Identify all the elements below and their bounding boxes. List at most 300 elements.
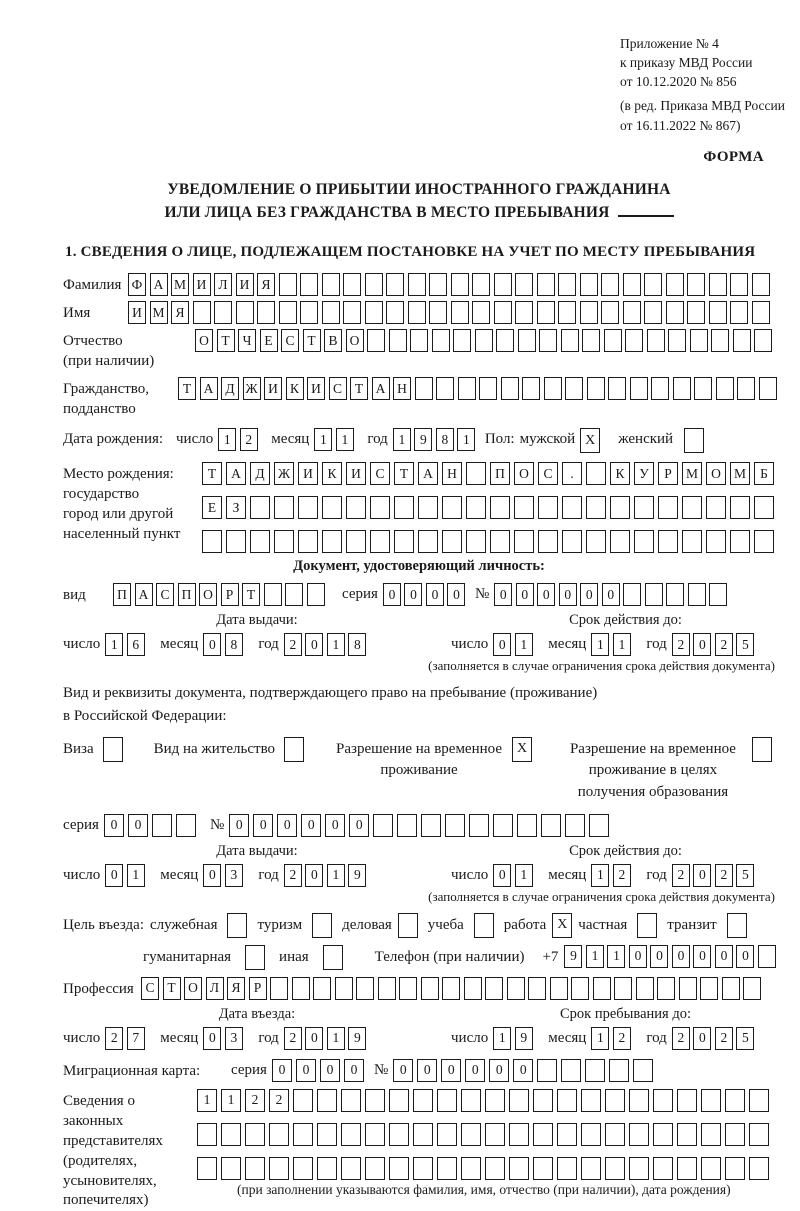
char-cell[interactable] (679, 977, 697, 1000)
char-cell[interactable] (279, 273, 297, 296)
char-cell[interactable]: Е (202, 496, 222, 519)
char-cell[interactable] (264, 583, 282, 606)
char-cell[interactable] (658, 530, 678, 553)
char-cell[interactable] (202, 530, 222, 553)
char-cell[interactable] (346, 530, 366, 553)
char-cell[interactable]: 2 (240, 428, 258, 451)
char-cell[interactable]: 5 (736, 633, 754, 656)
char-cell[interactable]: О (706, 462, 726, 485)
char-cell[interactable] (604, 329, 622, 352)
char-cell[interactable]: Н (442, 462, 462, 485)
char-cell[interactable]: Я (171, 301, 189, 324)
char-cell[interactable] (490, 530, 510, 553)
sex-male-checkbox[interactable]: X (580, 428, 600, 453)
char-cell[interactable]: 0 (736, 945, 754, 968)
char-cell[interactable]: 1 (221, 1089, 241, 1112)
char-cell[interactable] (466, 530, 486, 553)
char-cell[interactable]: Ж (274, 462, 294, 485)
char-cell[interactable] (367, 329, 385, 352)
char-cell[interactable] (634, 496, 654, 519)
char-cell[interactable] (257, 301, 275, 324)
char-cell[interactable] (408, 301, 426, 324)
char-cell[interactable] (317, 1089, 337, 1112)
char-cell[interactable] (485, 1089, 505, 1112)
char-cell[interactable]: 0 (559, 583, 577, 606)
char-cell[interactable]: Р (221, 583, 239, 606)
char-cell[interactable] (749, 1157, 769, 1180)
char-cell[interactable]: 0 (393, 1059, 413, 1082)
char-cell[interactable] (690, 329, 708, 352)
char-cell[interactable]: 2 (245, 1089, 265, 1112)
char-cell[interactable]: Д (250, 462, 270, 485)
char-cell[interactable] (394, 530, 414, 553)
char-cell[interactable]: 1 (327, 633, 345, 656)
char-cell[interactable]: 0 (489, 1059, 509, 1082)
char-cell[interactable]: 8 (348, 633, 366, 656)
char-cell[interactable]: 0 (465, 1059, 485, 1082)
char-cell[interactable]: 1 (586, 945, 604, 968)
char-cell[interactable]: М (730, 462, 750, 485)
char-cell[interactable]: Р (658, 462, 678, 485)
char-cell[interactable] (562, 530, 582, 553)
char-cell[interactable] (633, 1059, 653, 1082)
char-cell[interactable] (605, 1157, 625, 1180)
char-cell[interactable]: 0 (537, 583, 555, 606)
char-cell[interactable] (644, 301, 662, 324)
char-cell[interactable]: 0 (272, 1059, 292, 1082)
char-cell[interactable]: 9 (414, 428, 432, 451)
char-cell[interactable]: 0 (305, 1027, 323, 1050)
char-cell[interactable] (518, 329, 536, 352)
char-cell[interactable] (725, 1123, 745, 1146)
char-cell[interactable] (397, 814, 417, 837)
char-cell[interactable] (629, 1089, 649, 1112)
char-cell[interactable] (587, 377, 605, 400)
char-cell[interactable] (317, 1157, 337, 1180)
char-cell[interactable] (608, 377, 626, 400)
char-cell[interactable] (507, 977, 525, 1000)
char-cell[interactable]: 0 (580, 583, 598, 606)
char-cell[interactable]: 1 (493, 1027, 511, 1050)
char-cell[interactable] (682, 496, 702, 519)
char-cell[interactable] (657, 977, 675, 1000)
char-cell[interactable]: С (538, 462, 558, 485)
char-cell[interactable] (586, 462, 606, 485)
char-cell[interactable] (461, 1157, 481, 1180)
char-cell[interactable] (472, 301, 490, 324)
char-cell[interactable]: К (322, 462, 342, 485)
char-cell[interactable] (752, 273, 770, 296)
char-cell[interactable]: 0 (277, 814, 297, 837)
char-cell[interactable] (623, 583, 641, 606)
char-cell[interactable]: 1 (327, 864, 345, 887)
char-cell[interactable]: Т (394, 462, 414, 485)
char-cell[interactable]: 1 (393, 428, 411, 451)
char-cell[interactable]: 0 (305, 633, 323, 656)
char-cell[interactable]: 0 (417, 1059, 437, 1082)
char-cell[interactable] (270, 977, 288, 1000)
char-cell[interactable] (701, 1089, 721, 1112)
char-cell[interactable] (335, 977, 353, 1000)
char-cell[interactable] (700, 977, 718, 1000)
char-cell[interactable]: И (264, 377, 282, 400)
char-cell[interactable] (754, 530, 774, 553)
char-cell[interactable]: И (307, 377, 325, 400)
char-cell[interactable] (300, 273, 318, 296)
char-cell[interactable]: А (226, 462, 246, 485)
char-cell[interactable] (193, 301, 211, 324)
char-cell[interactable] (749, 1089, 769, 1112)
char-cell[interactable]: 0 (494, 583, 512, 606)
char-cell[interactable] (586, 496, 606, 519)
char-cell[interactable]: Т (163, 977, 181, 1000)
char-cell[interactable]: 0 (320, 1059, 340, 1082)
char-cell[interactable] (694, 377, 712, 400)
char-cell[interactable] (688, 583, 706, 606)
char-cell[interactable] (356, 977, 374, 1000)
char-cell[interactable]: 2 (284, 864, 302, 887)
char-cell[interactable] (370, 496, 390, 519)
char-cell[interactable] (292, 977, 310, 1000)
char-cell[interactable] (429, 301, 447, 324)
char-cell[interactable] (709, 301, 727, 324)
char-cell[interactable] (221, 1123, 241, 1146)
char-cell[interactable] (730, 496, 750, 519)
char-cell[interactable]: О (184, 977, 202, 1000)
char-cell[interactable] (586, 530, 606, 553)
char-cell[interactable]: . (562, 462, 582, 485)
char-cell[interactable]: 0 (672, 945, 690, 968)
char-cell[interactable] (538, 530, 558, 553)
char-cell[interactable] (658, 496, 678, 519)
char-cell[interactable] (408, 273, 426, 296)
char-cell[interactable]: 9 (348, 864, 366, 887)
char-cell[interactable] (509, 1089, 529, 1112)
char-cell[interactable] (752, 301, 770, 324)
char-cell[interactable] (453, 329, 471, 352)
purpose-humanitarian-checkbox[interactable] (245, 945, 265, 970)
char-cell[interactable] (580, 301, 598, 324)
char-cell[interactable] (605, 1123, 625, 1146)
char-cell[interactable] (565, 814, 585, 837)
char-cell[interactable]: 8 (436, 428, 454, 451)
char-cell[interactable]: 5 (736, 1027, 754, 1050)
char-cell[interactable] (706, 530, 726, 553)
char-cell[interactable]: К (286, 377, 304, 400)
char-cell[interactable] (472, 273, 490, 296)
char-cell[interactable]: 0 (344, 1059, 364, 1082)
char-cell[interactable] (581, 1089, 601, 1112)
char-cell[interactable]: А (135, 583, 153, 606)
char-cell[interactable] (479, 377, 497, 400)
char-cell[interactable]: С (370, 462, 390, 485)
char-cell[interactable] (322, 273, 340, 296)
char-cell[interactable] (647, 329, 665, 352)
char-cell[interactable] (461, 1089, 481, 1112)
char-cell[interactable] (514, 496, 534, 519)
char-cell[interactable] (341, 1157, 361, 1180)
char-cell[interactable] (733, 329, 751, 352)
char-cell[interactable] (245, 1157, 265, 1180)
char-cell[interactable] (558, 273, 576, 296)
char-cell[interactable] (533, 1123, 553, 1146)
char-cell[interactable] (725, 1089, 745, 1112)
char-cell[interactable] (445, 814, 465, 837)
char-cell[interactable]: М (171, 273, 189, 296)
char-cell[interactable]: 0 (447, 583, 465, 606)
char-cell[interactable] (561, 1059, 581, 1082)
char-cell[interactable] (413, 1157, 433, 1180)
char-cell[interactable] (389, 1157, 409, 1180)
char-cell[interactable]: О (346, 329, 364, 352)
char-cell[interactable] (666, 583, 684, 606)
char-cell[interactable] (754, 329, 772, 352)
char-cell[interactable] (514, 530, 534, 553)
char-cell[interactable] (538, 496, 558, 519)
char-cell[interactable] (466, 496, 486, 519)
char-cell[interactable]: 0 (203, 633, 221, 656)
char-cell[interactable] (461, 1123, 481, 1146)
char-cell[interactable]: 2 (672, 864, 690, 887)
option-visa-checkbox[interactable] (103, 737, 123, 762)
purpose-study-checkbox[interactable] (474, 913, 494, 938)
char-cell[interactable] (394, 496, 414, 519)
char-cell[interactable]: О (514, 462, 534, 485)
char-cell[interactable] (485, 1157, 505, 1180)
char-cell[interactable] (197, 1157, 217, 1180)
char-cell[interactable]: П (178, 583, 196, 606)
char-cell[interactable]: 2 (715, 1027, 733, 1050)
char-cell[interactable] (557, 1123, 577, 1146)
char-cell[interactable] (279, 301, 297, 324)
char-cell[interactable] (537, 273, 555, 296)
char-cell[interactable]: 0 (693, 633, 711, 656)
char-cell[interactable]: Я (257, 273, 275, 296)
char-cell[interactable]: И (236, 273, 254, 296)
char-cell[interactable]: 0 (305, 864, 323, 887)
char-cell[interactable] (469, 814, 489, 837)
char-cell[interactable] (730, 530, 750, 553)
char-cell[interactable]: 0 (426, 583, 444, 606)
char-cell[interactable] (274, 496, 294, 519)
char-cell[interactable]: 3 (225, 1027, 243, 1050)
char-cell[interactable] (269, 1157, 289, 1180)
char-cell[interactable] (501, 377, 519, 400)
char-cell[interactable]: Т (178, 377, 196, 400)
char-cell[interactable]: 0 (203, 864, 221, 887)
char-cell[interactable] (421, 814, 441, 837)
char-cell[interactable]: 1 (607, 945, 625, 968)
purpose-other-checkbox[interactable] (323, 945, 343, 970)
char-cell[interactable] (614, 977, 632, 1000)
char-cell[interactable] (630, 377, 648, 400)
char-cell[interactable]: 0 (693, 945, 711, 968)
char-cell[interactable]: Н (393, 377, 411, 400)
char-cell[interactable] (730, 273, 748, 296)
char-cell[interactable] (250, 530, 270, 553)
char-cell[interactable] (758, 945, 776, 968)
char-cell[interactable]: 8 (225, 633, 243, 656)
char-cell[interactable] (365, 1123, 385, 1146)
char-cell[interactable] (541, 814, 561, 837)
char-cell[interactable] (625, 329, 643, 352)
char-cell[interactable]: 2 (672, 633, 690, 656)
char-cell[interactable] (370, 530, 390, 553)
char-cell[interactable] (716, 377, 734, 400)
purpose-business-checkbox[interactable] (398, 913, 418, 938)
char-cell[interactable] (418, 496, 438, 519)
char-cell[interactable] (558, 301, 576, 324)
char-cell[interactable]: В (324, 329, 342, 352)
char-cell[interactable]: 1 (197, 1089, 217, 1112)
char-cell[interactable] (399, 977, 417, 1000)
char-cell[interactable]: 2 (284, 1027, 302, 1050)
char-cell[interactable] (537, 301, 555, 324)
char-cell[interactable] (389, 329, 407, 352)
char-cell[interactable] (557, 1157, 577, 1180)
char-cell[interactable] (494, 301, 512, 324)
char-cell[interactable] (561, 329, 579, 352)
char-cell[interactable] (485, 977, 503, 1000)
char-cell[interactable] (609, 1059, 629, 1082)
char-cell[interactable]: Б (754, 462, 774, 485)
char-cell[interactable]: 2 (613, 864, 631, 887)
char-cell[interactable] (322, 301, 340, 324)
char-cell[interactable] (651, 377, 669, 400)
char-cell[interactable]: 0 (513, 1059, 533, 1082)
char-cell[interactable] (496, 329, 514, 352)
char-cell[interactable] (313, 977, 331, 1000)
char-cell[interactable] (365, 301, 383, 324)
char-cell[interactable]: 9 (564, 945, 582, 968)
char-cell[interactable] (517, 814, 537, 837)
char-cell[interactable]: А (150, 273, 168, 296)
char-cell[interactable] (389, 1123, 409, 1146)
purpose-official-checkbox[interactable] (227, 913, 247, 938)
char-cell[interactable] (666, 273, 684, 296)
char-cell[interactable]: А (372, 377, 390, 400)
char-cell[interactable] (274, 530, 294, 553)
char-cell[interactable] (226, 530, 246, 553)
char-cell[interactable]: С (329, 377, 347, 400)
char-cell[interactable]: 2 (284, 633, 302, 656)
char-cell[interactable] (522, 377, 540, 400)
char-cell[interactable]: 0 (296, 1059, 316, 1082)
char-cell[interactable] (293, 1089, 313, 1112)
char-cell[interactable]: О (199, 583, 217, 606)
char-cell[interactable] (533, 1089, 553, 1112)
char-cell[interactable] (197, 1123, 217, 1146)
char-cell[interactable]: 1 (591, 1027, 609, 1050)
char-cell[interactable]: 0 (349, 814, 369, 837)
char-cell[interactable]: О (195, 329, 213, 352)
char-cell[interactable]: 1 (327, 1027, 345, 1050)
char-cell[interactable] (298, 530, 318, 553)
char-cell[interactable] (722, 977, 740, 1000)
char-cell[interactable] (437, 1089, 457, 1112)
char-cell[interactable] (515, 301, 533, 324)
char-cell[interactable] (386, 301, 404, 324)
char-cell[interactable] (346, 496, 366, 519)
char-cell[interactable]: 3 (225, 864, 243, 887)
char-cell[interactable]: 6 (127, 633, 145, 656)
option-residence-permit-checkbox[interactable] (284, 737, 304, 762)
char-cell[interactable]: 1 (127, 864, 145, 887)
char-cell[interactable] (221, 1157, 241, 1180)
char-cell[interactable] (701, 1157, 721, 1180)
char-cell[interactable] (293, 1123, 313, 1146)
char-cell[interactable] (475, 329, 493, 352)
char-cell[interactable] (298, 496, 318, 519)
sex-female-checkbox[interactable] (684, 428, 704, 453)
char-cell[interactable]: И (128, 301, 146, 324)
char-cell[interactable] (737, 377, 755, 400)
char-cell[interactable] (593, 977, 611, 1000)
char-cell[interactable] (687, 301, 705, 324)
char-cell[interactable] (557, 1089, 577, 1112)
char-cell[interactable] (389, 1089, 409, 1112)
char-cell[interactable]: 2 (105, 1027, 123, 1050)
char-cell[interactable] (711, 329, 729, 352)
char-cell[interactable] (589, 814, 609, 837)
char-cell[interactable] (378, 977, 396, 1000)
char-cell[interactable]: П (490, 462, 510, 485)
char-cell[interactable] (653, 1123, 673, 1146)
char-cell[interactable] (509, 1157, 529, 1180)
char-cell[interactable] (490, 496, 510, 519)
char-cell[interactable]: И (346, 462, 366, 485)
char-cell[interactable]: 0 (693, 864, 711, 887)
char-cell[interactable] (515, 273, 533, 296)
char-cell[interactable] (754, 496, 774, 519)
char-cell[interactable] (677, 1089, 697, 1112)
char-cell[interactable] (413, 1123, 433, 1146)
char-cell[interactable] (673, 377, 691, 400)
char-cell[interactable] (466, 462, 486, 485)
char-cell[interactable] (451, 273, 469, 296)
char-cell[interactable]: 0 (441, 1059, 461, 1082)
char-cell[interactable]: 0 (383, 583, 401, 606)
char-cell[interactable]: С (141, 977, 159, 1000)
char-cell[interactable] (373, 814, 393, 837)
char-cell[interactable]: Т (303, 329, 321, 352)
char-cell[interactable] (343, 273, 361, 296)
char-cell[interactable]: 0 (493, 633, 511, 656)
char-cell[interactable] (759, 377, 777, 400)
char-cell[interactable] (677, 1157, 697, 1180)
char-cell[interactable] (509, 1123, 529, 1146)
char-cell[interactable] (322, 530, 342, 553)
char-cell[interactable]: 1 (314, 428, 332, 451)
char-cell[interactable]: К (610, 462, 630, 485)
char-cell[interactable] (605, 1089, 625, 1112)
char-cell[interactable]: 5 (736, 864, 754, 887)
char-cell[interactable] (730, 301, 748, 324)
char-cell[interactable]: Т (217, 329, 235, 352)
char-cell[interactable] (580, 273, 598, 296)
char-cell[interactable]: 1 (457, 428, 475, 451)
char-cell[interactable]: Т (350, 377, 368, 400)
char-cell[interactable]: 2 (672, 1027, 690, 1050)
char-cell[interactable] (442, 977, 460, 1000)
char-cell[interactable] (634, 530, 654, 553)
char-cell[interactable] (245, 1123, 265, 1146)
char-cell[interactable]: 1 (591, 633, 609, 656)
char-cell[interactable] (629, 1123, 649, 1146)
char-cell[interactable]: 0 (404, 583, 422, 606)
char-cell[interactable]: 1 (591, 864, 609, 887)
char-cell[interactable]: 0 (104, 814, 124, 837)
